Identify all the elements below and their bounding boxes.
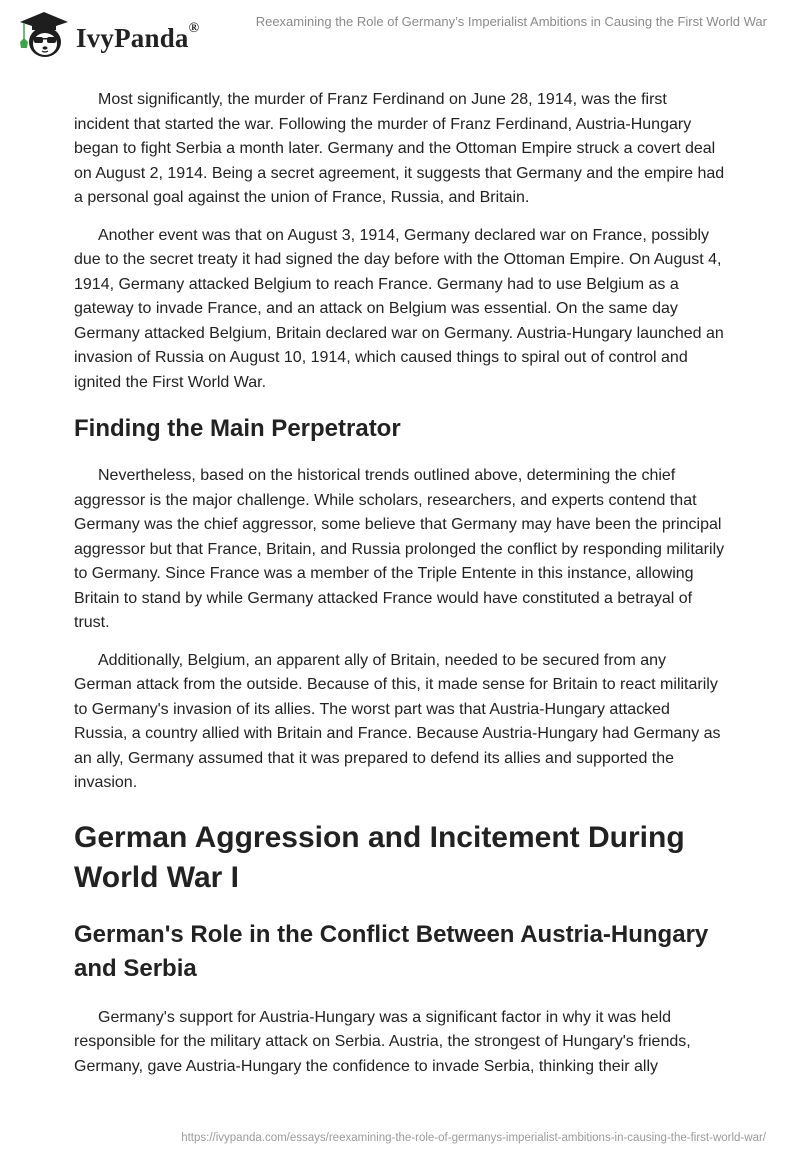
panda-graduate-icon [16,8,72,65]
paragraph: Germany's support for Austria-Hungary was a significant factor in why it was held responsible for the military attack on Serbia. Austria, the strongest of Hungary's friends, Germany, gave Austria-Hungary the confidence to invade Serbia, thinking their ally [74,1008,691,1075]
brand-logo[interactable] [16,8,199,65]
paragraph: Most significantly, the murder of Franz Ferdinand on June 28, 1914, was the first incident that started the war. Following the murder of Franz Ferdinand, Austria-Hungary began to fight Serbia a month later. Germany and the Ottoman Empire struck a covert deal on August 2, 1914. Being a secret agreement, it suggests that Germany and the empire had a personal goal against the union of France, Russia, and Britain. [74,91,725,206]
paragraph: Nevertheless, based on the historical trends outlined above, determining the chief aggressor is the major challenge. While scholars, researchers, and experts contend that Germany was the chief aggressor, some believe that Germany may have been the principal aggressor but that France, Britain, and Russia prolonged the conflict by responding militarily to Germany. Since France was a member of the Triple Entente in this instance, allowing Britain to stand by while Germany attacked France would have constituted a betrayal of trust. [74,467,725,631]
page-header [0,0,800,60]
document-title: Reexamining the Role of Germany’s Imperialist Ambitions in Causing the First World War [255,14,767,29]
paragraph: Additionally, Belgium, an apparent ally of Britain, needed to be secured from any German attack from the outside. Because of this, it made sense for Britain to react militarily to Germany's invasion of its allies. The worst part was that Austria-Hungary attacked Russia, a country allied with Britain and France. Because Austria-Hungary had Germany as an ally, Germany assumed that it was prepared to defend its allies and supported the invasion. [74,651,721,791]
essay-content [74,88,726,1092]
source-url[interactable]: https://ivypanda.com/essays/reexamining-the-role-of-germanys-imperialist-ambitions-in-causing-the-first-world-war/ [181,1132,766,1144]
brand-name: IvyPanda® [76,21,200,53]
section-heading: Finding the Main Perpetrator [74,415,401,442]
subsection-heading: German's Role in the Conflict Between Austria-Hungary and Serbia [74,920,709,982]
section-heading-large: German Aggression and Incitement During World War I [74,820,685,894]
paragraph: Another event was that on August 3, 1914, Germany declared war on France, possibly due to the secret treaty it had signed the day before with the Ottoman Empire. On August 4, 1914, Germany attacked Belgium to reach France. Germany had to use Belgium as a gateway to invade France, and an attack on Belgium was essential. On the same day Germany attacked Belgium, Britain declared war on Germany. Austria-Hungary launched an invasion of Russia on August 10, 1914, which caused things to spiral out of control and ignited the First World War. [74,226,724,391]
